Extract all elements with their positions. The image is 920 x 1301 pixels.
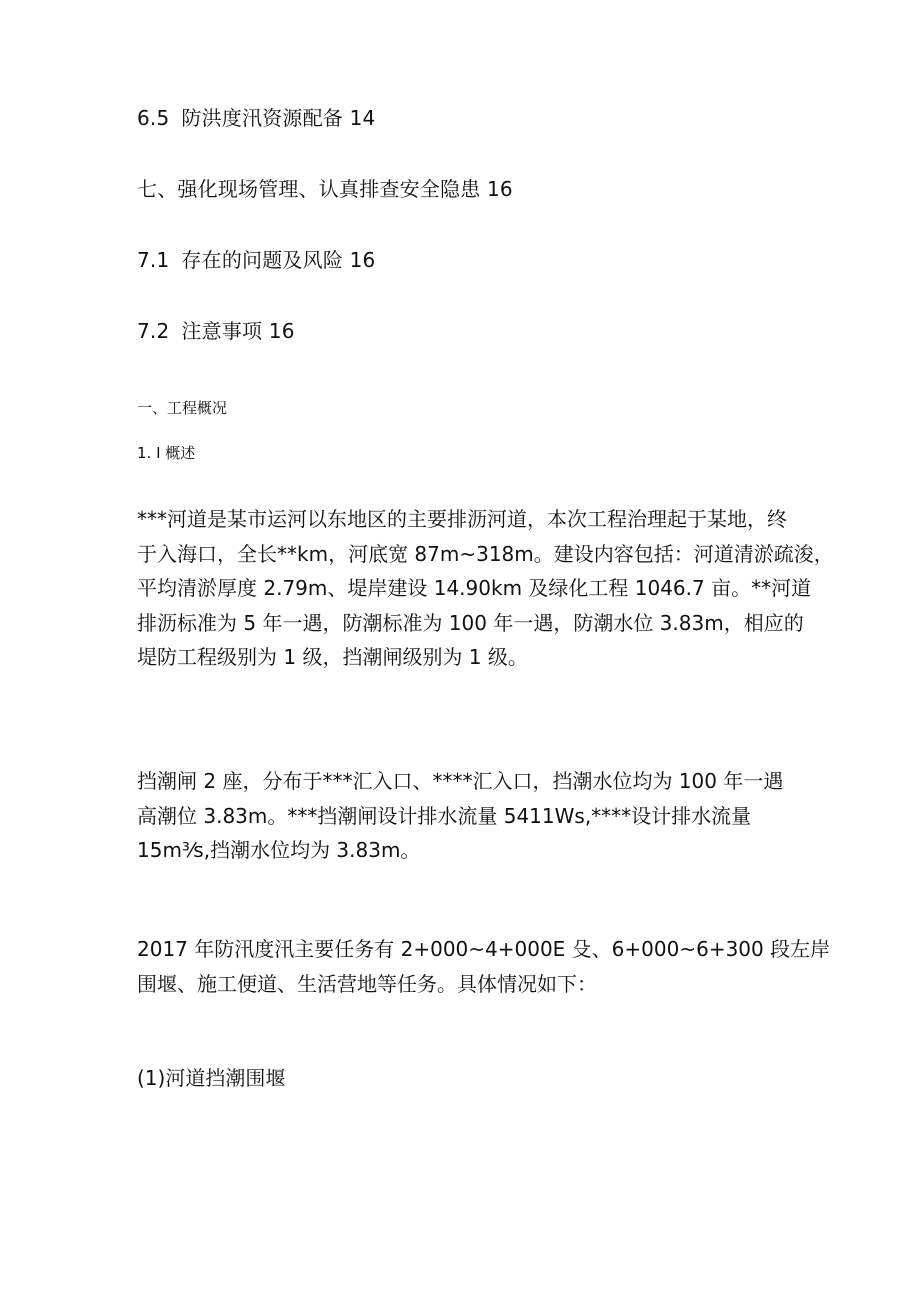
toc-entry-number: 7.1 xyxy=(137,248,170,272)
paragraph-line: 平均清淤厚度 2.79m、堤岸建设 14.90km 及绿化工程 1046.7 亩。**河道 xyxy=(137,576,812,600)
paragraph-line: 围堰、施工便道、生活营地等任务。具体情况如下： xyxy=(137,971,597,996)
toc-entry-6-5 xyxy=(137,106,375,130)
toc-entry-7-1 xyxy=(137,248,375,272)
toc-entry-7-2 xyxy=(137,319,295,343)
paragraph-line: 15m³⁄s,挡潮水位均为 3.83m。 xyxy=(137,838,421,862)
toc-entry-chapter-7 xyxy=(137,177,513,201)
paragraph-line: 堤防工程级别为 1 级，挡潮闸级别为 1 级。 xyxy=(137,645,528,669)
subsection-heading: 1. I 概述 xyxy=(137,444,196,462)
paragraph-sluice-gates xyxy=(137,764,792,868)
toc-entry-number: 7.2 xyxy=(137,319,170,343)
paragraph-line: 2017 年防汛度汛主要任务有 2+000~4+000E 殳、6+000~6+300 段左岸 xyxy=(137,937,831,961)
paragraph-line: ***河道是某市运河以东地区的主要排沥河道，本次工程治理起于某地，终 xyxy=(137,507,787,531)
sub-item-cofferdam: (1)河道挡潮围堰 xyxy=(137,1066,286,1090)
paragraph-line: 高潮位 3.83m。***挡潮闸设计排水流量 5411Ws,****设计排水流量 xyxy=(137,803,752,828)
toc-entry-title: 存在的问题及风险 16 xyxy=(181,248,376,272)
toc-entry-title: 注意事项 16 xyxy=(181,319,295,343)
paragraph-overview xyxy=(137,502,834,675)
paragraph-line: 排沥标准为 5 年一遇，防潮标准为 100 年一遇，防潮水位 3.83m，相应的 xyxy=(137,610,804,635)
paragraph-line: 于入海口，全长**km，河底宽 87m~318m。建设内容包括：河道清淤疏浚， xyxy=(137,541,834,566)
paragraph-flood-tasks xyxy=(137,932,831,1001)
section-heading: 一、工程概况 xyxy=(137,399,228,417)
toc-entry-number: 6.5 xyxy=(137,106,170,130)
toc-entry-title: 防洪度汛资源配备 14 xyxy=(181,106,376,130)
toc-entry-title: 七、强化现场管理、认真排查安全隐患 16 xyxy=(137,177,513,201)
paragraph-line: 挡潮闸 2 座，分布于***汇入口、****汇入口，挡潮水位均为 100 年一遇 xyxy=(137,769,784,793)
